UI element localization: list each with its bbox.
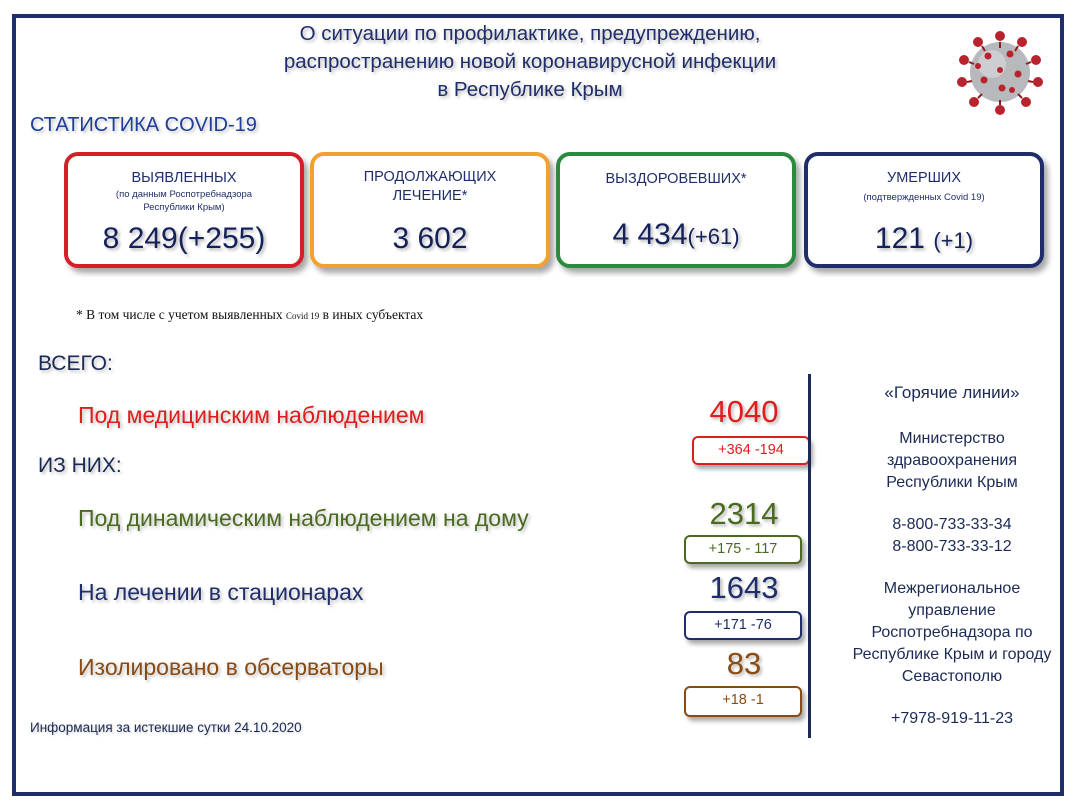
- card-recovered-label: ВЫЗДОРОВЕВШИХ*: [605, 171, 747, 187]
- hotlines-ministry-phones: [838, 514, 1066, 558]
- row-observatory-label: Изолировано в обсерваторы: [78, 654, 384, 680]
- card-detected: [64, 152, 304, 268]
- card-in-treatment: [310, 152, 550, 268]
- title-line-1: О ситуации по профилактике, предупреждению,: [299, 22, 761, 45]
- hotlines-agency-line-1: Межрегиональное: [883, 580, 1021, 597]
- total-heading: ВСЕГО:: [38, 352, 113, 375]
- card-deaths-delta: (+1): [933, 228, 974, 253]
- vertical-divider: [808, 374, 811, 738]
- title-line-3: в Республике Крым: [437, 78, 623, 101]
- of-them-heading: ИЗ НИХ:: [38, 454, 122, 477]
- title-line-2: распространению новой коронавирусной инфекции: [283, 50, 777, 73]
- card-deaths-sub: (подтвержденных Covid 19): [863, 192, 985, 203]
- card-recovered: [556, 152, 796, 268]
- hotlines-ministry-line-3: Республики Крым: [886, 474, 1018, 491]
- row-medical-observation-label: Под медицинским наблюдением: [78, 402, 425, 428]
- card-detected-number: 8 249: [102, 222, 178, 255]
- card-recovered-value: [560, 218, 792, 252]
- footnote: [76, 307, 423, 323]
- card-in-treatment-label: ПРОДОЛЖАЮЩИХ: [363, 169, 497, 185]
- coronavirus-icon: [948, 26, 1052, 118]
- card-deaths-value: [808, 222, 1040, 256]
- row-medical-observation-value: 4040: [709, 394, 779, 429]
- card-detected-delta: (+255): [177, 222, 266, 255]
- row-home-observation-value: 2314: [709, 496, 779, 531]
- page-title: [200, 20, 860, 104]
- card-detected-sub2: Республики Крым): [143, 202, 225, 213]
- card-detected-value: [68, 222, 300, 256]
- row-observatory-delta: +18 -1: [684, 686, 802, 717]
- hotlines-agency-line-2: управление: [908, 602, 996, 619]
- footnote-prefix: * В том числе с учетом выявленных: [76, 307, 287, 322]
- row-home-observation-delta: +175 - 117: [684, 535, 802, 564]
- card-recovered-number: 4 434: [612, 218, 688, 251]
- row-observatory-value: 83: [726, 646, 762, 681]
- row-hospital-label: На лечении в стационарах: [78, 579, 364, 605]
- hotlines-agency-line-5: Севастополю: [901, 668, 1003, 685]
- ministry-phone-2[interactable]: 8-800-733-33-12: [892, 538, 1012, 555]
- ministry-phone-1[interactable]: 8-800-733-33-34: [892, 516, 1012, 533]
- hotlines-ministry-line-1: Министерство: [899, 430, 1005, 447]
- card-detected-sub: (по данным Роспотребнадзора: [115, 189, 253, 200]
- card-in-treatment-label2: ЛЕЧЕНИЕ*: [392, 188, 468, 204]
- hotlines-agency: [838, 578, 1066, 688]
- hotlines-ministry-line-2: здравоохранения: [886, 452, 1018, 469]
- hotlines-ministry: [838, 428, 1066, 494]
- card-deaths-label: УМЕРШИХ: [886, 170, 961, 186]
- hotlines-title: «Горячие линии»: [884, 383, 1020, 402]
- row-home-observation-label: Под динамическим наблюдением на дому: [78, 505, 529, 531]
- agency-phone[interactable]: +7978-919-11-23: [890, 710, 1014, 727]
- row-hospital-value: 1643: [709, 570, 779, 605]
- section-title: СТАТИСТИКА COVID-19: [30, 114, 257, 136]
- row-hospital-delta: +171 -76: [684, 611, 802, 640]
- hotlines-agency-line-3: Роспотребнадзора по: [871, 624, 1033, 641]
- card-deaths-number: 121: [874, 222, 925, 255]
- card-deaths: [804, 152, 1044, 268]
- row-medical-observation-delta: +364 -194: [692, 436, 810, 465]
- card-detected-label: ВЫЯВЛЕННЫХ: [131, 170, 237, 186]
- footnote-small: Covid 19: [286, 311, 320, 321]
- card-in-treatment-value: 3 602: [392, 222, 468, 255]
- footer-date-info: Информация за истекшие сутки 24.10.2020: [30, 720, 302, 735]
- hotlines-agency-line-4: Республике Крым и городу: [852, 646, 1052, 663]
- footnote-suffix: в иных субъектах: [319, 307, 424, 322]
- card-recovered-delta: (+61): [687, 224, 740, 249]
